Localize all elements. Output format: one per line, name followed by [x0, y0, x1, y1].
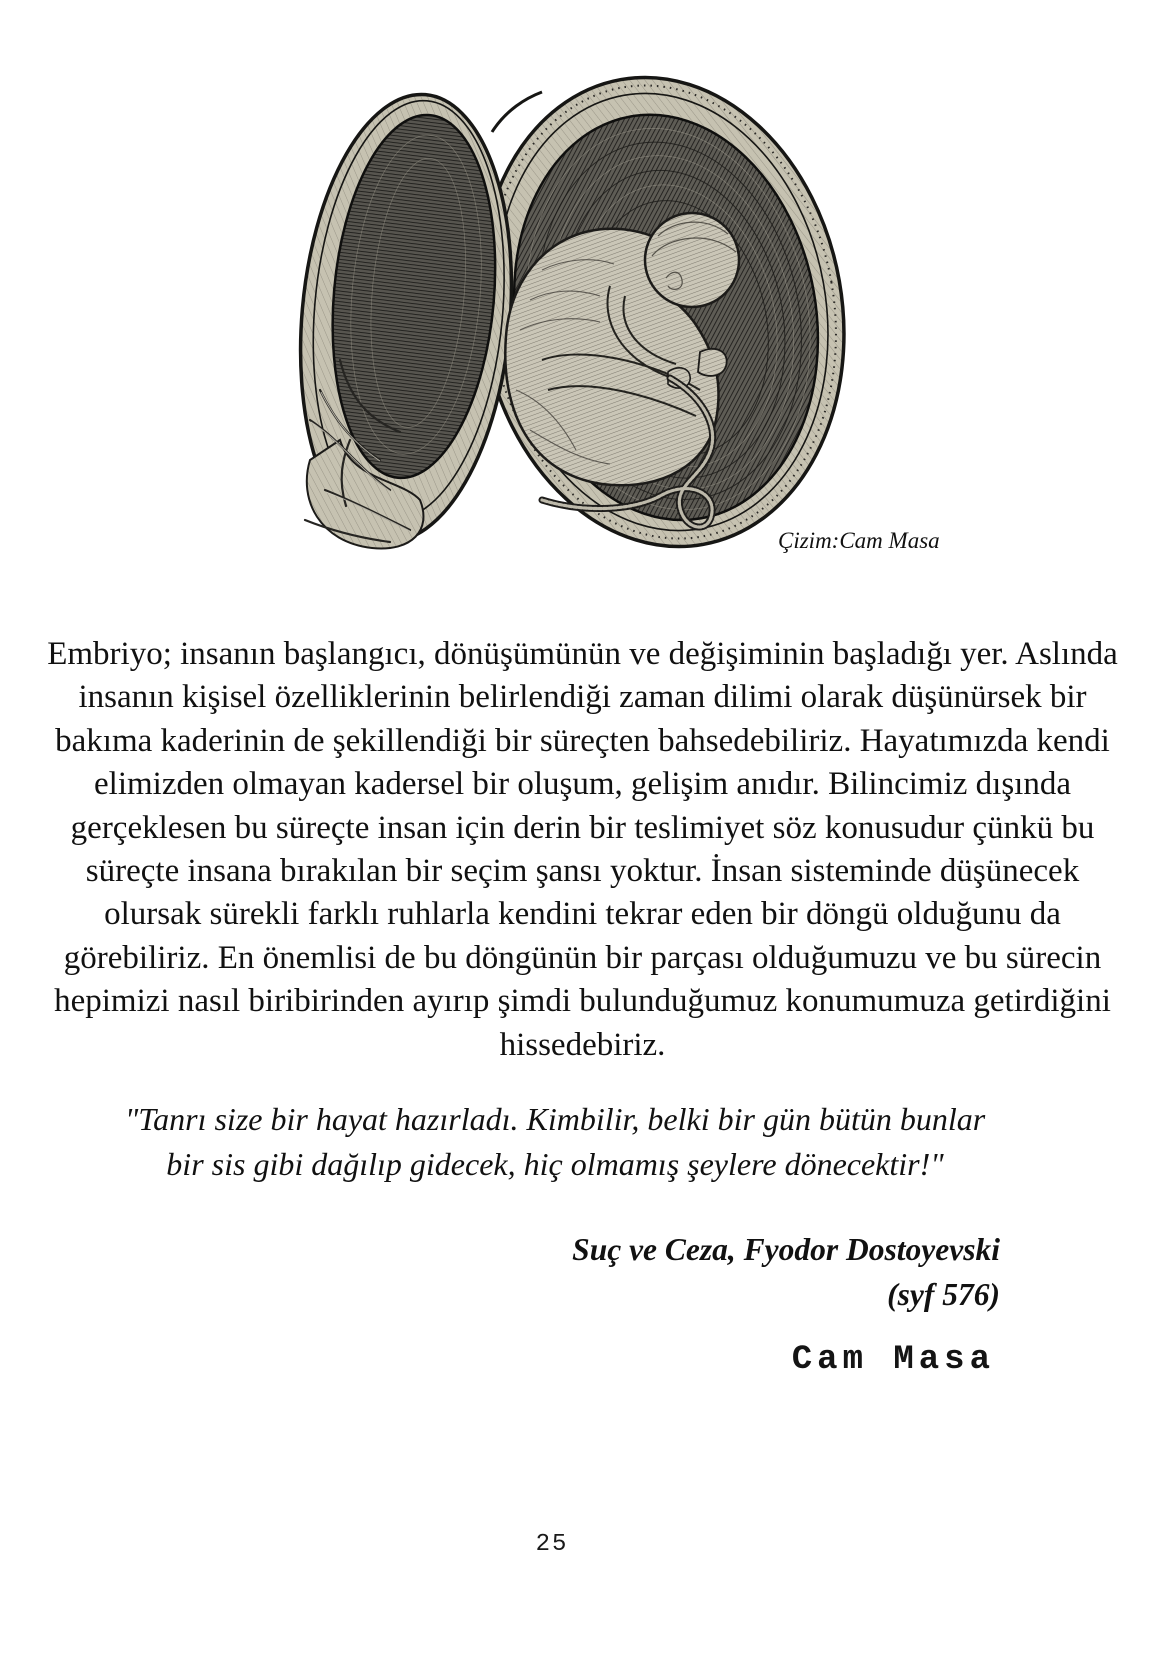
attribution-source: Suç ve Ceza, Fyodor Dostoyevski — [572, 1232, 1000, 1267]
page-number: 25 — [535, 1531, 569, 1558]
paragraph-line: elimizden olmayan kadersel bir oluşum, gelişim anıdır. Bilincimiz dışında — [94, 766, 1071, 803]
book-quote — [0, 1097, 1110, 1187]
quote-line: "Tanrı size bir hayat hazırladı. Kimbilir, belki bir gün bütün bunlar — [124, 1101, 986, 1137]
quote-attribution — [572, 1227, 1000, 1317]
paragraph-line: süreçte insana bırakılan bir seçim şansı yoktur. İnsan sisteminde düşünecek — [85, 853, 1080, 890]
quote-line: bir sis gibi dağılıp gidecek, hiç olmamış şeylere dönecektir!" — [166, 1146, 944, 1182]
author-signature: Cam Masa — [791, 1341, 995, 1379]
paragraph-line: insanın kişisel özelliklerinin belirlendiği zaman dilimi olarak düşünürsek bir — [78, 679, 1087, 716]
paragraph-line: Embriyo; insanın başlangıcı, dönüşümünün ve değişiminin başladığı yer. Aslında — [47, 636, 1118, 672]
attribution-page-ref: (syf 576) — [887, 1277, 1000, 1312]
illustration-caption: Çizim:Cam Masa — [778, 528, 940, 553]
paragraph-line: gerçeklesen bu süreçte insan için derin bir teslimiyet söz konusudur çünkü bu — [70, 809, 1095, 846]
shell-hinge — [492, 92, 542, 132]
paragraph-line: hissedebiriz. — [499, 1026, 666, 1063]
paragraph-line: olursak sürekli farklı ruhlarla kendini tekrar eden bir döngü olduğunu da — [104, 896, 1061, 933]
paragraph-line: görebiliriz. En önemlisi de bu döngünün bir parçası olduğumuzu ve bu sürecin — [63, 939, 1102, 976]
paragraph-line: hepimizi nasıl biribirinden ayırıp şimdi bulunduğumuz konumumuza getirdiğini — [54, 983, 1111, 1020]
article-paragraph — [0, 633, 1165, 1067]
paragraph-line: bakıma kaderinin de şekillendiği bir süreçten bahsedebiliriz. Hayatımızda kendi — [55, 722, 1110, 759]
embryo-illustration — [280, 60, 870, 560]
